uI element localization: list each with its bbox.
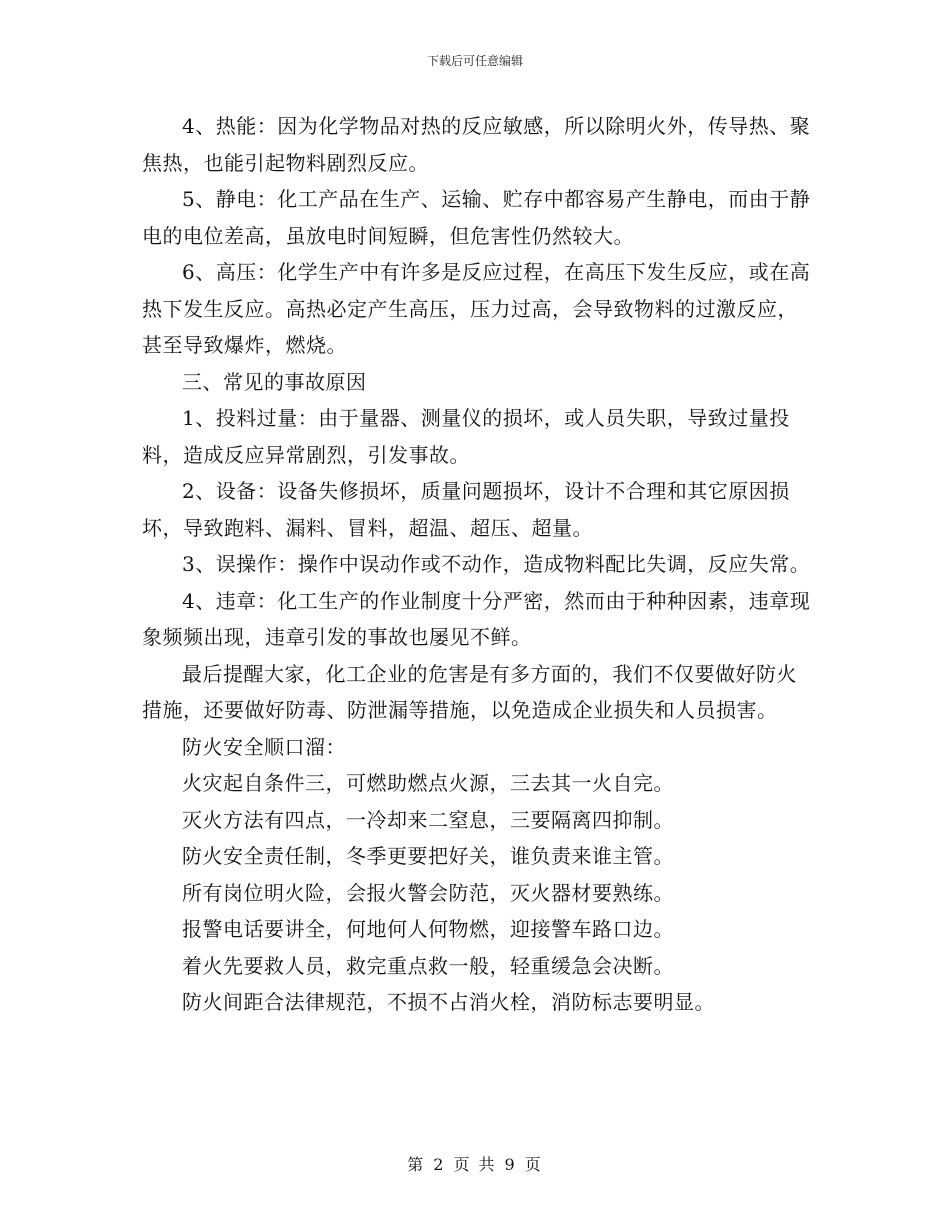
- rhyme-title: 防火安全顺口溜：: [182, 734, 346, 759]
- paragraph-heat: 4、热能：因为化学物品对热的反应敏感，所以除明火外，传导热、聚焦热，也能引起物料剧烈反应。: [142, 114, 811, 175]
- footer-middle: 页 共: [453, 1155, 497, 1174]
- paragraph-high-pressure: 6、高压：化学生产中有许多是反应过程，在高压下发生反应，或在高热下发生反应。高热必定产生高压，压力过高，会导致物料的过激反应，甚至导致爆炸，燃烧。: [142, 260, 811, 357]
- current-page-number: 2: [433, 1155, 446, 1174]
- paragraph-static: 5、静电：化工产品在生产、运输、贮存中都容易产生静电，而由于静电的电位差高，虽放电时间短瞬，但危害性仍然较大。: [142, 187, 811, 248]
- rhyme-line: 所有岗位明火险，会报火警会防范，灭火器材要熟练。: [182, 880, 674, 905]
- paragraph-misoperation: 3、误操作：操作中误动作或不动作，造成物料配比失调，反应失常。: [182, 552, 811, 576]
- paragraph-violation: 4、违章：化工生产的作业制度十分严密，然而由于种种因素，违章现象频频出现，违章引发的事故也屡见不鲜。: [142, 588, 811, 649]
- page-header: 下载后可任意编辑: [426, 54, 523, 68]
- rhyme-line: 防火安全责任制，冬季更要把好关，谁负责来谁主管。: [182, 844, 674, 868]
- rhyme-line: 灭火方法有四点，一冷却来二窒息，三要隔离四抑制。: [182, 807, 674, 832]
- paragraph-equipment: 2、设备：设备失修损坏，质量问题损坏，设计不合理和其它原因损坏，导致跑料、漏料、冒料，超温、超压、超量。: [142, 479, 790, 540]
- section-heading-accident-causes: 三、常见的事故原因: [182, 369, 367, 394]
- document-body: [142, 108, 814, 1021]
- rhyme-line: 着火先要救人员，救完重点救一般，轻重缓急会决断。: [182, 953, 674, 978]
- footer-suffix: 页: [524, 1155, 543, 1174]
- page-footer: [0, 1152, 950, 1175]
- paragraph-overfeeding: 1、投料过量：由于量器、测量仪的损坏，或人员失职，导致过量投料，造成反应异常剧烈，引发事故。: [142, 406, 790, 467]
- rhyme-line: 报警电话要讲全，何地何人何物燃，迎接警车路口边。: [182, 917, 674, 941]
- rhyme-line: 防火间距合法律规范，不损不占消火栓，消防标志要明显。: [182, 990, 715, 1014]
- footer-prefix: 第: [407, 1155, 426, 1174]
- paragraph-reminder: 最后提醒大家，化工企业的危害是有多方面的，我们不仅要做好防火措施，还要做好防毒、防泄漏等措施，以免造成企业损失和人员损害。: [142, 661, 797, 722]
- rhyme-line: 火灾起自条件三，可燃助燃点火源，三去其一火自完。: [182, 771, 674, 795]
- total-page-count: 9: [504, 1155, 517, 1174]
